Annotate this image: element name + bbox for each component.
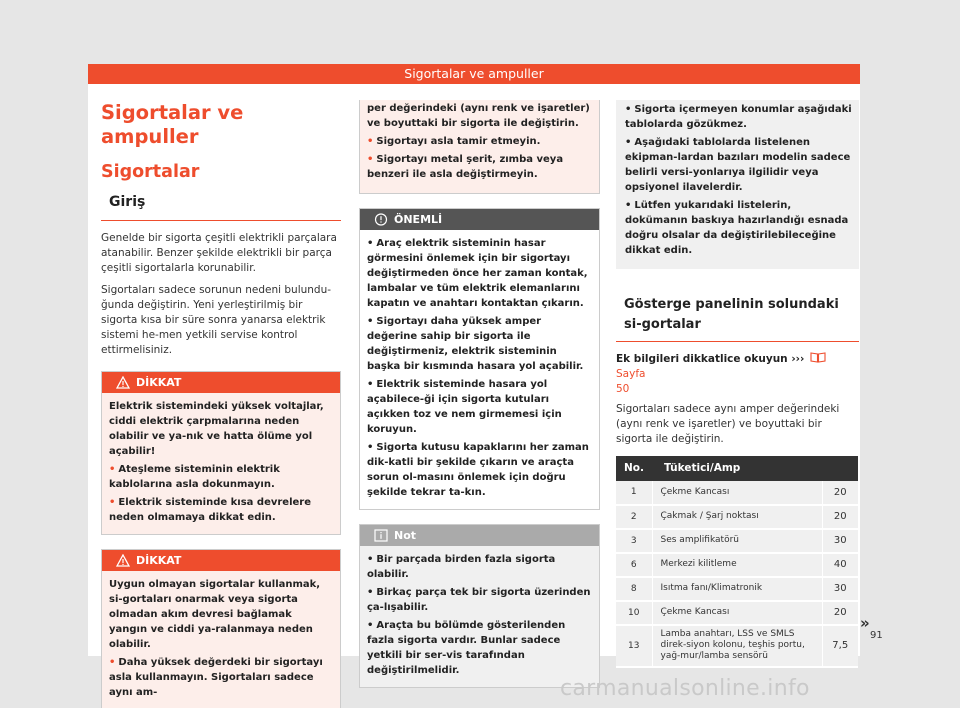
warning-box-1 <box>101 371 341 535</box>
note-body <box>360 546 599 687</box>
table-row <box>616 577 858 601</box>
table-cell-no: 1 <box>616 481 652 505</box>
table-cell-no: 6 <box>616 553 652 577</box>
table-cell-no: 2 <box>616 505 652 529</box>
table-cell-amp: 20 <box>822 505 858 529</box>
additional-info-line: Ek bilgileri dikkatlice okuyun ››› Sayfa 50 <box>616 352 859 397</box>
important-item: • Araç elektrik sisteminin hasar görmesini önlemek için bir sigortayı değiştirmeden önce her zaman kontak, lambalar ve tüm elektrik elemanlarını kapatın ve anahtarı kontaktan çıkarın. <box>367 238 588 309</box>
important-item: • Elektrik sisteminde hasara yol açabilece-ği için sigorta kutuları açıkken toz ve nem girmemesi için koruyun. <box>367 379 562 435</box>
note-info-icon <box>374 529 388 542</box>
page-title: Sigortalar ve ampuller <box>101 101 244 148</box>
note-box <box>359 524 600 688</box>
table-cell-consumer: Lamba anahtarı, LSS ve SMLS direk-siyon kolonu, teşhis portu, yağ-mur/lamba sensörü <box>652 625 822 667</box>
table-cell-no: 3 <box>616 529 652 553</box>
warning-triangle-icon <box>116 376 130 389</box>
warning-continuation <box>359 100 600 194</box>
important-box <box>359 208 600 510</box>
table-cell-amp: 40 <box>822 553 858 577</box>
note-item: • Aşağıdaki tablolarda listelenen ekipman-lardan bazıları modelin sadece belirli versi-yonlarıya ilgilidir veya opsiyonel ilavelerdir. <box>625 137 851 193</box>
note-header: Not <box>360 525 599 546</box>
warning-item: • Sigortayı metal şerit, zımba veya benzeri ile asla değiştirmeyin. <box>367 154 564 180</box>
table-cell-consumer: Çakmak / Şarj noktası <box>652 505 822 529</box>
table-cell-consumer: Çekme Kancası <box>652 481 822 505</box>
table-cell-amp: 7,5 <box>822 625 858 667</box>
important-header: ÖNEMLİ <box>360 209 599 230</box>
column-2 <box>359 100 600 702</box>
column-1 <box>101 101 341 708</box>
warning-item: • Sigortayı asla tamir etmeyin. <box>367 136 541 147</box>
paragraph-2: Sigortaları sadece sorunun nedeni bulundu-ğunda değiştirin. Yeni yerleştirilmiş bir sigorta kısa bir süre sonra yanarsa elektrik sistemi he-men yetkili servise kontrol ettirmelisiniz. <box>101 283 332 357</box>
warning-item: • Daha yüksek değerdeki bir sigortayı asla kullanmayın. Sigortaları sadece aynı am- <box>109 656 323 698</box>
table-cell-consumer: Isıtma fanı/Klimatronik <box>652 577 822 601</box>
column-3 <box>616 100 859 668</box>
table-row <box>616 529 858 553</box>
table-row <box>616 601 858 625</box>
table-cell-no: 13 <box>616 625 652 667</box>
continuation-intro: per değerindeki (aynı renk ve işaretler) ve boyuttaki bir sigorta ile değiştirin. <box>367 103 590 129</box>
table-cell-amp: 20 <box>822 601 858 625</box>
table-row <box>616 505 858 529</box>
table-cell-consumer: Ses amplifikatörü <box>652 529 822 553</box>
column-header-no: No. <box>616 456 652 481</box>
paragraph-fuse: Sigortaları sadece aynı amper değerindeki (aynı renk ve işaretler) ve boyuttaki bir sigorta ile değiştirin. <box>616 403 840 446</box>
continue-arrow: » <box>860 614 870 632</box>
subsection-heading: Giriş <box>101 191 341 221</box>
note-continuation <box>616 100 859 269</box>
warning-item: • Elektrik sisteminde kısa devrelere neden olmamaya dikkat edin. <box>109 496 312 523</box>
page-header: Sigortalar ve ampuller <box>88 64 860 84</box>
table-cell-no: 10 <box>616 601 652 625</box>
note-item: • Araçta bu bölümde gösterilenden fazla sigorta vardır. Bunlar sadece yetkili bir ser-vis tarafından değiştirilmelidir. <box>367 620 566 676</box>
table-cell-no: 8 <box>616 577 652 601</box>
page-link-number[interactable]: 50 <box>616 383 630 395</box>
table-row <box>616 481 858 505</box>
warning-intro: Elektrik sistemindeki yüksek voltajlar, ciddi elektrik çarpmalarına neden olabilir ve ya-nık ve hatta ölüme yol açabilir! <box>109 400 324 457</box>
note-item: • Lütfen yukarıdaki listelerin, dokümanın baskıya hazırlandığı esnada doğru olsalar da değiştirilebileceğine dikkat edin. <box>625 200 849 256</box>
note-item: • Birkaç parça tek bir sigorta üzerinden ça-lışabilir. <box>367 587 591 613</box>
warning-header: DİKKAT <box>102 372 340 393</box>
warning-body <box>102 571 340 708</box>
fuse-table <box>616 456 858 668</box>
book-icon <box>810 352 826 363</box>
table-header-row <box>616 456 858 481</box>
info-circle-icon <box>374 213 388 226</box>
warning-body <box>102 393 340 534</box>
important-item: • Sigortayı daha yüksek amper değerine sahip bir sigorta ile değiştirmeniz, elektrik sisteminin başka bir kısmında hasara yol açabilir. <box>367 316 584 372</box>
table-row <box>616 553 858 577</box>
table-cell-consumer: Merkezi kilitleme <box>652 553 822 577</box>
section-heading: Gösterge panelinin solundaki si-gortalar <box>616 291 859 342</box>
watermark: carmanualsonline.info <box>560 676 810 701</box>
warning-intro: Uygun olmayan sigortalar kullanmak, si-gortaları onarmak veya sigorta olmadan akım devresi bağlamak yangın ve ciddi ya-ralanmaya neden olabilir. <box>109 578 321 650</box>
warning-box-2 <box>101 549 341 708</box>
table-cell-amp: 30 <box>822 529 858 553</box>
warning-header: DİKKAT <box>102 550 340 571</box>
page-number: 91 <box>870 630 883 641</box>
note-item: • Sigorta içermeyen konumlar aşağıdaki tablolarda gözükmez. <box>625 104 852 130</box>
table-row <box>616 625 858 667</box>
warning-triangle-icon <box>116 554 130 567</box>
section-title: Sigortalar <box>101 162 200 182</box>
important-item: • Sigorta kutusu kapaklarını her zaman dik-katli bir şekilde çıkarın ve araçta sorun ol-masını önlemek için doğru şekilde tekrar ta-kın. <box>367 442 589 498</box>
table-cell-consumer: Çekme Kancası <box>652 601 822 625</box>
page-link[interactable]: Sayfa <box>616 368 646 380</box>
column-header-consumer: Tüketici/Amp <box>652 456 858 481</box>
note-item: • Bir parçada birden fazla sigorta olabilir. <box>367 554 556 580</box>
table-cell-amp: 30 <box>822 577 858 601</box>
important-body <box>360 230 599 509</box>
warning-item: • Ateşleme sisteminin elektrik kablolarına asla dokunmayın. <box>109 463 280 490</box>
paragraph-1: Genelde bir sigorta çeşitli elektrikli parçalara atanabilir. Benzer şekilde elektrikli bir parça çeşitli sigortalarla korunabilir. <box>101 232 337 275</box>
table-cell-amp: 20 <box>822 481 858 505</box>
